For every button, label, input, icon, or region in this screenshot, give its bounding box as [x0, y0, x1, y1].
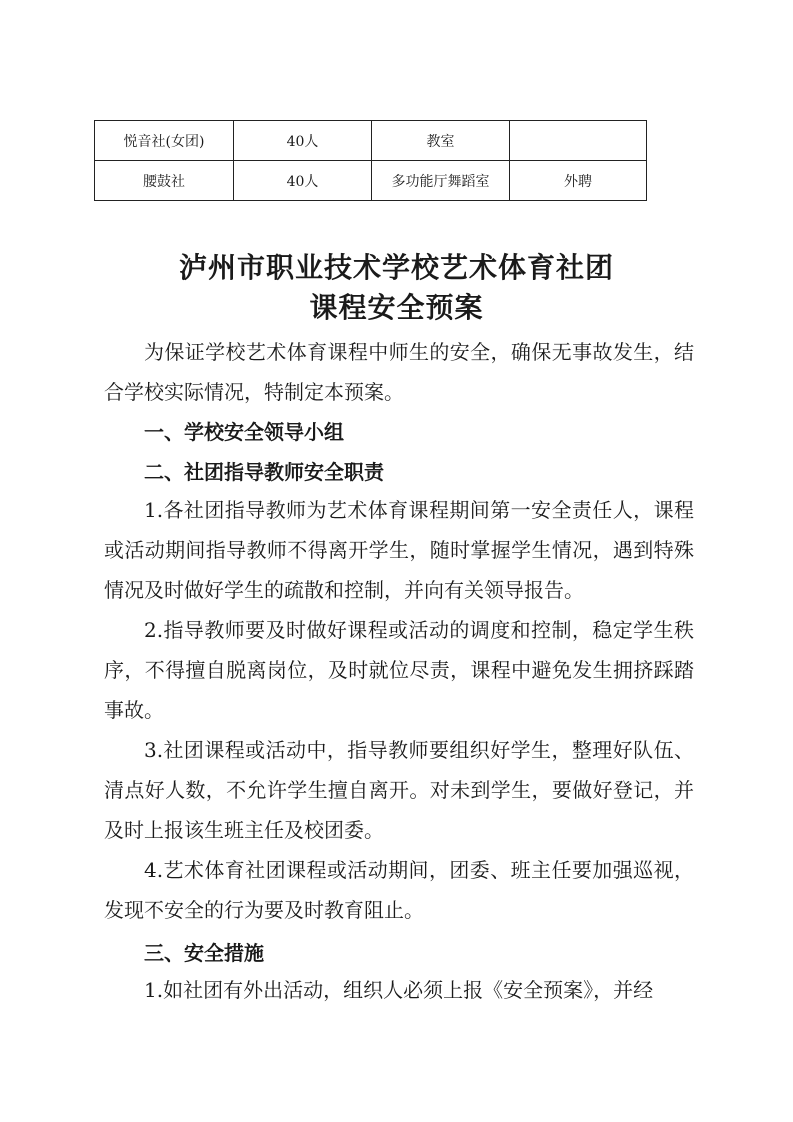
table-cell: 40人 — [234, 161, 372, 201]
intro-paragraph: 为保证学校艺术体育课程中师生的安全，确保无事故发生，结合学校实际情况，特制定本预案。 — [104, 340, 694, 404]
duty-paragraph: 1.各社团指导教师为艺术体育课程期间第一安全责任人，课程或活动期间指导教师不得离开学生，随时掌握学生情况，遇到特殊情况及时做好学生的疏散和控制，并向有关领导报告。 — [104, 498, 694, 602]
document-title-line1: 泸州市职业技术学校艺术体育社团 — [178, 251, 614, 284]
club-table — [94, 120, 647, 201]
document-title-line2: 课程安全预案 — [309, 291, 484, 324]
table-cell: 40人 — [234, 121, 372, 161]
table-cell: 多功能厅舞蹈室 — [372, 161, 510, 201]
table-cell: 腰鼓社 — [95, 161, 234, 201]
section-heading: 二、社团指导教师安全职责 — [144, 460, 384, 484]
table-cell: 悦音社(女团) — [95, 121, 234, 161]
table-row — [95, 161, 647, 201]
table-cell: 外聘 — [510, 161, 647, 201]
table-row — [95, 121, 647, 161]
duty-paragraph: 3.社团课程或活动中，指导教师要组织好学生，整理好队伍、清点好人数，不允许学生擅自离开。对未到学生，要做好登记，并及时上报该生班主任及校团委。 — [104, 738, 694, 842]
duty-paragraph: 2.指导教师要及时做好课程或活动的调度和控制，稳定学生秩序，不得擅自脱离岗位，及时就位尽责，课程中避免发生拥挤踩踏事故。 — [104, 618, 694, 722]
table-cell — [510, 121, 647, 161]
table-cell: 教室 — [372, 121, 510, 161]
duty-paragraph: 4.艺术体育社团课程或活动期间，团委、班主任要加强巡视，发现不安全的行为要及时教育阻止。 — [104, 858, 694, 922]
section-heading: 三、安全措施 — [144, 941, 264, 965]
measure-paragraph: 1.如社团有外出活动，组织人必须上报《安全预案》，并经 — [144, 978, 654, 1002]
section-heading: 一、学校安全领导小组 — [144, 420, 344, 444]
